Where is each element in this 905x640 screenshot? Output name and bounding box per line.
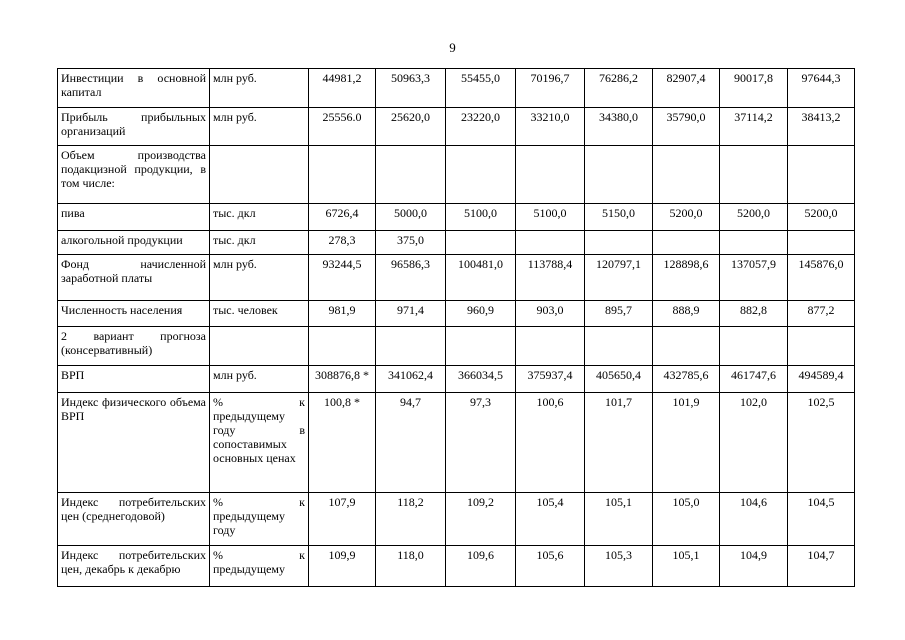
value-cell: 877,2 (788, 301, 855, 327)
value-cell (376, 146, 446, 204)
value-cell: 100,6 (516, 393, 585, 493)
row-name-cell: Индекс потребительских цен (среднегодовой) (58, 493, 210, 546)
row-name-cell: пива (58, 204, 210, 231)
value-cell: 96586,3 (376, 255, 446, 301)
table-row (58, 146, 855, 204)
row-unit-cell: млн руб. (210, 108, 309, 146)
row-unit-cell: % к предыдущему году (210, 493, 309, 546)
value-cell: 461747,6 (720, 366, 788, 393)
value-cell: 308876,8 * (309, 366, 376, 393)
value-cell: 107,9 (309, 493, 376, 546)
value-cell (516, 146, 585, 204)
forecast-table (57, 68, 855, 587)
value-cell: 101,7 (585, 393, 653, 493)
value-cell (788, 146, 855, 204)
value-cell (446, 231, 516, 255)
value-cell: 104,5 (788, 493, 855, 546)
value-cell: 100,8 * (309, 393, 376, 493)
value-cell (446, 146, 516, 204)
table-row (58, 493, 855, 546)
value-cell: 903,0 (516, 301, 585, 327)
value-cell (788, 231, 855, 255)
value-cell: 128898,6 (653, 255, 720, 301)
row-unit-cell (210, 327, 309, 366)
row-name-cell: ВРП (58, 366, 210, 393)
value-cell: 5000,0 (376, 204, 446, 231)
row-name-cell: Индекс потребительских цен, декабрь к декабрю (58, 546, 210, 587)
value-cell: 109,9 (309, 546, 376, 587)
value-cell: 366034,5 (446, 366, 516, 393)
value-cell: 5100,0 (516, 204, 585, 231)
row-unit-cell: % к предыдущему году в сопоставимых основных ценах (210, 393, 309, 493)
row-name-cell: Объем производства подакцизной продукции, в том числе: (58, 146, 210, 204)
value-cell (446, 327, 516, 366)
row-name-cell: Численность населения (58, 301, 210, 327)
value-cell: 118,0 (376, 546, 446, 587)
value-cell: 25556.0 (309, 108, 376, 146)
value-cell (516, 231, 585, 255)
table-row (58, 301, 855, 327)
row-unit-cell: % к предыдущему (210, 546, 309, 587)
table-row (58, 393, 855, 493)
value-cell (720, 146, 788, 204)
row-name-cell: Фонд начисленной заработной платы (58, 255, 210, 301)
value-cell: 38413,2 (788, 108, 855, 146)
row-unit-cell: тыс. дкл (210, 204, 309, 231)
value-cell: 93244,5 (309, 255, 376, 301)
value-cell: 375,0 (376, 231, 446, 255)
value-cell: 5200,0 (788, 204, 855, 231)
value-cell (720, 327, 788, 366)
table-row (58, 255, 855, 301)
value-cell: 981,9 (309, 301, 376, 327)
value-cell: 102,5 (788, 393, 855, 493)
row-unit-cell (210, 146, 309, 204)
value-cell: 895,7 (585, 301, 653, 327)
row-unit-cell: млн руб. (210, 366, 309, 393)
value-cell: 109,6 (446, 546, 516, 587)
value-cell: 5100,0 (446, 204, 516, 231)
row-name-cell: 2 вариант прогноза (консервативный) (58, 327, 210, 366)
row-unit-cell: млн руб. (210, 69, 309, 108)
row-unit-cell: тыс. человек (210, 301, 309, 327)
value-cell: 882,8 (720, 301, 788, 327)
value-cell: 109,2 (446, 493, 516, 546)
value-cell: 405650,4 (585, 366, 653, 393)
table-row (58, 366, 855, 393)
value-cell: 97644,3 (788, 69, 855, 108)
value-cell: 35790,0 (653, 108, 720, 146)
value-cell (653, 231, 720, 255)
value-cell: 104,9 (720, 546, 788, 587)
value-cell: 960,9 (446, 301, 516, 327)
value-cell: 5200,0 (653, 204, 720, 231)
value-cell: 137057,9 (720, 255, 788, 301)
value-cell: 105,6 (516, 546, 585, 587)
value-cell (788, 327, 855, 366)
value-cell (376, 327, 446, 366)
value-cell: 44981,2 (309, 69, 376, 108)
value-cell: 82907,4 (653, 69, 720, 108)
value-cell: 105,4 (516, 493, 585, 546)
value-cell (309, 327, 376, 366)
table-row (58, 69, 855, 108)
value-cell: 375937,4 (516, 366, 585, 393)
value-cell: 105,1 (585, 493, 653, 546)
value-cell: 37114,2 (720, 108, 788, 146)
value-cell: 34380,0 (585, 108, 653, 146)
value-cell: 278,3 (309, 231, 376, 255)
value-cell: 432785,6 (653, 366, 720, 393)
value-cell: 33210,0 (516, 108, 585, 146)
row-unit-cell: тыс. дкл (210, 231, 309, 255)
value-cell: 145876,0 (788, 255, 855, 301)
value-cell: 888,9 (653, 301, 720, 327)
value-cell: 113788,4 (516, 255, 585, 301)
value-cell: 55455,0 (446, 69, 516, 108)
row-name-cell: Инвестиции в основной капитал (58, 69, 210, 108)
value-cell: 105,1 (653, 546, 720, 587)
value-cell (516, 327, 585, 366)
row-unit-cell: млн руб. (210, 255, 309, 301)
value-cell: 120797,1 (585, 255, 653, 301)
value-cell: 70196,7 (516, 69, 585, 108)
value-cell: 25620,0 (376, 108, 446, 146)
value-cell: 90017,8 (720, 69, 788, 108)
table-row (58, 327, 855, 366)
value-cell (585, 146, 653, 204)
value-cell (309, 146, 376, 204)
value-cell: 102,0 (720, 393, 788, 493)
table-row (58, 546, 855, 587)
value-cell: 50963,3 (376, 69, 446, 108)
value-cell: 76286,2 (585, 69, 653, 108)
value-cell (585, 327, 653, 366)
value-cell: 6726,4 (309, 204, 376, 231)
value-cell: 105,3 (585, 546, 653, 587)
value-cell: 23220,0 (446, 108, 516, 146)
value-cell: 104,7 (788, 546, 855, 587)
value-cell: 101,9 (653, 393, 720, 493)
value-cell: 5200,0 (720, 204, 788, 231)
value-cell: 341062,4 (376, 366, 446, 393)
row-name-cell: алкогольной продукции (58, 231, 210, 255)
table-row (58, 204, 855, 231)
table-row (58, 231, 855, 255)
value-cell: 971,4 (376, 301, 446, 327)
table-row (58, 108, 855, 146)
value-cell: 118,2 (376, 493, 446, 546)
value-cell (653, 146, 720, 204)
value-cell: 494589,4 (788, 366, 855, 393)
value-cell: 94,7 (376, 393, 446, 493)
value-cell (720, 231, 788, 255)
value-cell (585, 231, 653, 255)
value-cell: 100481,0 (446, 255, 516, 301)
row-name-cell: Прибыль прибыльных организаций (58, 108, 210, 146)
row-name-cell: Индекс физического объема ВРП (58, 393, 210, 493)
value-cell: 104,6 (720, 493, 788, 546)
value-cell: 97,3 (446, 393, 516, 493)
value-cell: 5150,0 (585, 204, 653, 231)
page-number: 9 (449, 40, 456, 55)
value-cell: 105,0 (653, 493, 720, 546)
value-cell (653, 327, 720, 366)
